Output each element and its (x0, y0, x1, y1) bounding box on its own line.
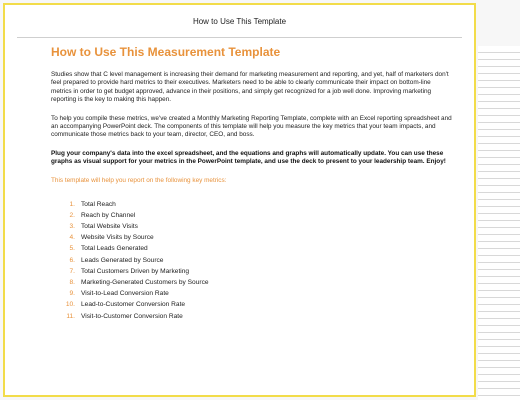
list-item (51, 232, 452, 243)
list-item (51, 277, 452, 288)
list-label: Website Visits by Source (81, 234, 154, 242)
list-number: 6. (69, 256, 75, 264)
bottom-fade (5, 365, 474, 395)
list-label: Leads Generated by Source (81, 256, 164, 264)
instructions-paragraph: Plug your company's data into the excel spreadsheet, and the equations and graphs will automatically update. You can use these graphs as visual support for your metrics in the PowerPoint template, and use the deck to present to your leadership team. Enjoy! (51, 149, 446, 166)
header-divider (17, 37, 462, 38)
list-label: Reach by Channel (81, 211, 136, 219)
document-header: How to Use This Template (192, 17, 287, 26)
list-item (51, 288, 452, 299)
list-label: Visit-to-Customer Conversion Rate (81, 312, 183, 320)
list-item (51, 299, 452, 310)
list-label: Lead-to-Customer Conversion Rate (81, 301, 186, 309)
list-label: Total Reach (81, 200, 116, 208)
list-item (51, 266, 452, 277)
list-number: 9. (69, 290, 75, 298)
list-item (51, 311, 452, 322)
template-paragraph: To help you compile these metrics, we've created a Monthly Marketing Reporting Template, complete with an Excel reporting spreadsheet and an accompanying PowerPoint deck. The components of this template will help you measure the key metrics that your team impacts, and communicate those metrics back to your team, director, CEO, and boss. (51, 114, 452, 139)
list-number: 10. (65, 301, 75, 309)
ruled-margin (478, 46, 520, 400)
list-label: Total Leads Generated (81, 245, 148, 253)
metrics-intro: This template will help you report on the following key metrics: (51, 176, 227, 184)
list-item (51, 243, 452, 254)
list-number: 2. (69, 211, 75, 219)
list-label: Visit-to-Lead Conversion Rate (81, 290, 169, 298)
list-item (51, 199, 452, 210)
metrics-list (51, 199, 452, 322)
list-item (51, 221, 452, 232)
list-label: Total Customers Driven by Marketing (81, 267, 190, 275)
list-number: 11. (66, 312, 75, 320)
document-page (3, 3, 476, 397)
list-number: 4. (69, 234, 75, 242)
list-label: Total Website Visits (81, 223, 138, 231)
list-item (51, 210, 452, 221)
list-label: Marketing-Generated Customers by Source (81, 279, 209, 287)
list-item (51, 255, 452, 266)
list-number: 1. (69, 200, 75, 208)
list-number: 5. (69, 245, 75, 253)
list-number: 7. (69, 267, 75, 275)
document-title: How to Use This Measurement Template (51, 45, 281, 59)
list-number: 8. (69, 279, 75, 287)
list-number: 3. (69, 223, 75, 231)
document-content (51, 45, 452, 322)
intro-paragraph: Studies show that C level management is increasing their demand for marketing measurement and reporting, and yet, half of marketers don't feel prepared to provide hard metrics to their executives. Marketers need to be able to clearly communicate their impact on bottom-line metrics in order to get budget approved, advance in their positions, and simply get recognized for a job well done. Improving marketing reporting is the key to making this happen. (51, 71, 449, 104)
